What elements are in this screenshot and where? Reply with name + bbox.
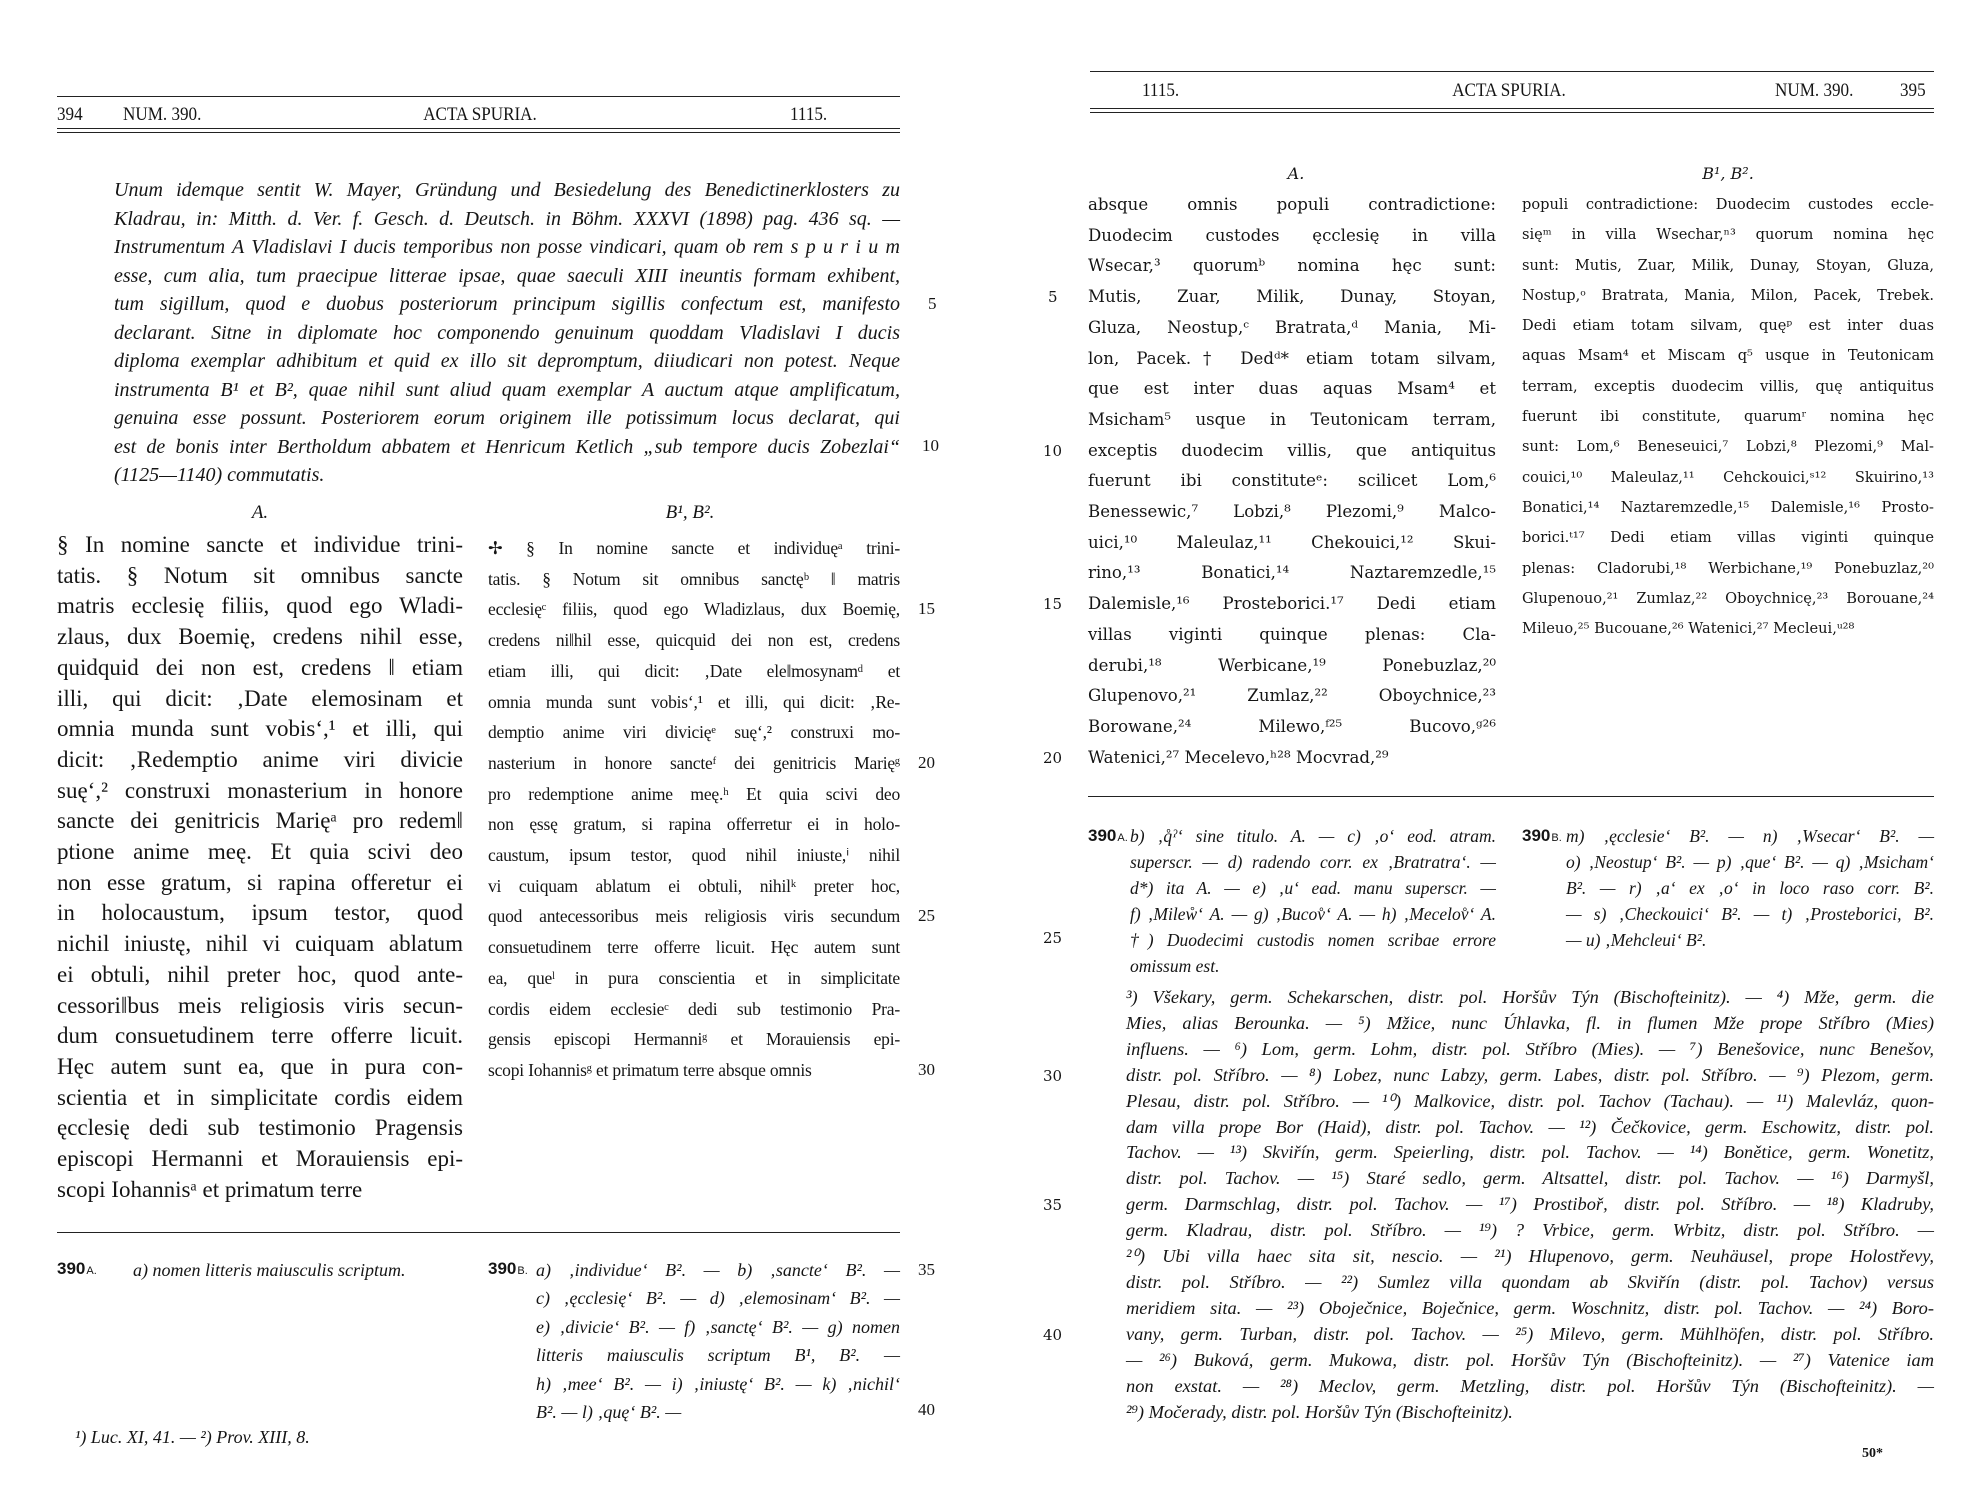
text-line: quod antecessoribus meis religiosis viris secundum xyxy=(488,906,900,927)
text-line: sięᵐ in villa Wsechar,ⁿ³ quorum nomina hęc xyxy=(1522,226,1934,244)
text-line: que est inter duas aquas Msam⁴ et xyxy=(1088,379,1496,399)
text-line: Plesau, distr. pol. Stříbro. — ¹⁰) Malkovice, distr. pol. Tachov (Tachau). — ¹¹) Malevláz, quon- xyxy=(1126,1090,1934,1111)
text-line: consuetudinem terre offerre licuit. Hęc autem sunt xyxy=(488,937,900,958)
text-line: scientia et in simplicitate cordis eidem xyxy=(57,1084,463,1110)
text-line: non ęssę gratum, si rapina offerretur ei in holo- xyxy=(488,814,900,835)
charter-text-version-b xyxy=(488,533,900,1086)
text-line: absque omnis populi contradictione: xyxy=(1088,195,1496,214)
place-name-footnotes xyxy=(1126,985,1934,1425)
text-line: esse, cum alia, tum praecipue litterae ipsae, quae saeculi XIII ineuntis formam exhibent, xyxy=(114,264,900,287)
text-line: omnia munda sunt vobis‘,¹ et illi, qui xyxy=(57,716,463,742)
line-number: 30 xyxy=(918,1060,935,1079)
text-line: (1125—1140) commutatis. xyxy=(114,464,325,486)
text-line: § In nomine sancte et individue trini- xyxy=(57,532,463,557)
text-line: h) ‚mee‘ B². — i) ‚iniustę‘ B². — k) ‚nichil‘ xyxy=(536,1373,900,1394)
line-number: 30 xyxy=(1043,1067,1063,1085)
charter-text-version-b xyxy=(1522,190,1934,644)
text-line: exceptis duodecim villis, que antiquitus xyxy=(1088,440,1496,460)
text-line: sancte dei genitricis Marięᵃ pro redem‖ xyxy=(57,808,463,834)
document-number: NUM. 390. xyxy=(1775,80,1854,101)
text-line: lon, Pacek.† Dedᵈ* etiam totam silvam, xyxy=(1088,348,1496,368)
text-line: ³) Všekary, germ. Schekarschen, distr. pol. Horšův Týn (Bischofteinitz). — ⁴) Mže, germ. die xyxy=(1126,987,1934,1007)
line-number: 20 xyxy=(1043,749,1063,767)
text-line: litteris maiusculis scriptum B¹, B². — xyxy=(536,1345,900,1366)
line-number: 10 xyxy=(1043,442,1063,460)
line-number: 10 xyxy=(922,436,939,455)
text-line: suę‘,² construxi monasterium in honore xyxy=(57,777,463,803)
text-line: superscr. — d) radendo corr. ex ‚Bratratra‘. — xyxy=(1130,851,1496,872)
text-line: Instrumentum A Vladislavi I ducis temporibus non posse vindicari, quam ob rem s p u r i u m xyxy=(114,236,900,258)
text-line: rino,¹³ Bonatici,¹⁴ Naztaremzedle,¹⁵ xyxy=(1088,563,1496,583)
text-line: †) Duodecimi custodis nomen scribae errore xyxy=(1130,929,1496,950)
text-line: Mutis, Zuar, Milik, Dunay, Stoyan, xyxy=(1088,287,1496,307)
text-line: fuerunt ibi constituteᵉ: scilicet Lom,⁶ xyxy=(1088,471,1496,491)
text-line: influens. — ⁶) Lom, germ. Lohm, distr. pol. Stříbro (Mies). — ⁷) Benešovice, nunc Benešov, xyxy=(1126,1038,1934,1059)
line-number: 35 xyxy=(918,1260,935,1279)
text-line: — u) ‚Mehcleui‘ B². xyxy=(1566,929,1707,950)
text-line: ✢ § In nomine sancte et individuęᵃ trini- xyxy=(488,538,900,558)
line-number: 25 xyxy=(1043,929,1063,947)
text-line: ²⁹) Močerady, distr. pol. Horšův Týn (Bischofteinitz). xyxy=(1126,1401,1513,1422)
text-line: b) ‚q̊ˀ‘ sine titulo. A. — c) ‚o‘ eod. atram. xyxy=(1130,826,1496,846)
header-rule-top xyxy=(1090,71,1934,72)
text-line: pro redemptione anime meę.ʰ Et quia scivi deo xyxy=(488,783,900,804)
text-line: scopi Iohannisᵃ et primatum terre xyxy=(57,1176,363,1202)
text-line: Bonatici,¹⁴ Naztaremzedle,¹⁵ Dalemisle,¹⁶ Prosto- xyxy=(1522,498,1934,516)
text-line: Msicham⁵ usque in Teutonicam terram, xyxy=(1088,409,1496,429)
text-line: a) ‚individue‘ B². — b) ‚sancte‘ B². — xyxy=(536,1260,900,1280)
text-line: ecclesięᶜ filiis, quod ego Wladizlaus, dux Boemię, xyxy=(488,599,900,620)
text-line: ptione anime meę. Et quia scivi deo xyxy=(57,839,463,865)
text-line: derubi,¹⁸ Werbicane,¹⁹ Ponebuzlaz,²⁰ xyxy=(1088,655,1496,675)
text-line: Hęc autem sunt ea, que in pura con- xyxy=(57,1053,463,1079)
text-line: cordis eidem ecclesieᶜ dedi sub testimonio Pra- xyxy=(488,998,900,1019)
line-number: 20 xyxy=(918,753,935,772)
text-line: quidquid dei non est, credens ‖ etiam xyxy=(57,654,463,680)
line-number: 15 xyxy=(1043,595,1063,613)
text-line: nasterium in honore sancteᶠ dei genitricis Marięᵍ xyxy=(488,752,900,773)
label-letter: A. xyxy=(86,1265,97,1277)
text-line: credens ni‖hil esse, quicquid dei non est, credens xyxy=(488,630,900,651)
apparatus-notes-b xyxy=(1566,824,1934,954)
text-line: terram, exceptis duodecim villis, quę antiquitus xyxy=(1522,377,1934,395)
label-number: 390 xyxy=(488,1259,517,1278)
text-line: Mileuo,²⁵ Bucouane,²⁶ Watenici,²⁷ Mecleui,ᵘ²⁸ xyxy=(1522,620,1855,638)
text-line: — ²⁶) Buková, germ. Mukowa, distr. pol. Horšův Týn (Bischofteinitz). — ²⁷) Vatenice iam xyxy=(1126,1349,1934,1370)
text-line: ęcclesię dedi sub testimonio Pragensis xyxy=(57,1115,463,1141)
label-letter: B. xyxy=(1551,832,1562,844)
year: 1115. xyxy=(790,104,828,125)
charter-text-version-a xyxy=(1088,190,1496,773)
text-line: tum sigillum, quod e duobus posteriorum principum sigillis confectum est, manifesto xyxy=(114,293,900,315)
text-line: couici,¹⁰ Maleulaz,¹¹ Cehckouici,ˢ¹² Skuirino,¹³ xyxy=(1522,468,1934,486)
label-number: 390 xyxy=(57,1259,86,1278)
text-line: ea, queˡ in pura conscientia et in simplicitate xyxy=(488,967,900,988)
text-line: Unum idemque sentit W. Mayer, Gründung und Besiedelung des Benedictinerklosters zu xyxy=(114,179,900,201)
line-number: 15 xyxy=(918,599,935,618)
line-number: 5 xyxy=(928,294,937,313)
text-line: — s) ‚Checkouici‘ B². — t) ‚Prosteborici, B². xyxy=(1566,903,1934,924)
text-line: est de bonis inter Bertholdum abbatem et Henricum Ketlich „sub tempore ducis Zobezlai“ xyxy=(114,435,900,458)
text-line: non exstat. — ²⁸) Meclov, germ. Metzling, distr. pol. Horšův Týn (Bischofteinitz). — xyxy=(1126,1375,1934,1396)
text-line: sunt: Lom,⁶ Beneseuici,⁷ Lobzi,⁸ Plezomi,⁹ Mal- xyxy=(1522,438,1934,456)
notes-separator xyxy=(57,1232,900,1233)
text-line: instrumenta B¹ et B², quae nihil sunt aliud quam exemplar A auctum atque amplificatum, xyxy=(114,378,900,401)
source-footnote: ¹) Luc. XI, 41. — ²) Prov. XIII, 8. xyxy=(75,1427,310,1447)
text-line: germ. Darmschlag, distr. pol. Tachov. — ¹⁷) Prostiboř, distr. pol. Stříbro. — ¹⁸) Kladruby, xyxy=(1126,1194,1934,1215)
notes-separator xyxy=(1088,796,1934,797)
text-line: germ. Kladrau, distr. pol. Stříbro. — ¹⁹) ? Vrbice, germ. Wrbitz, distr. pol. Stříbro. — xyxy=(1126,1220,1934,1241)
charter-text-version-a xyxy=(57,530,463,1205)
text-line: Dedi etiam totam silvam, quęᵖ est inter duas xyxy=(1522,317,1934,335)
line-number: 25 xyxy=(918,906,935,925)
text-line: dam villa prope Bor (Haid), distr. pol. Tachov. — ¹²) Čečkovice, germ. Eschowitz, distr. pol. xyxy=(1126,1116,1934,1137)
column-heading-a: A. xyxy=(1287,164,1305,183)
text-line: plenas: Cladorubi,¹⁸ Werbichane,¹⁹ Ponebuzlaz,²⁰ xyxy=(1522,559,1934,577)
line-number: 35 xyxy=(1043,1196,1063,1214)
text-line: populi contradictione: Duodecim custodes eccle- xyxy=(1522,196,1934,213)
line-number: 5 xyxy=(1048,288,1058,306)
text-line: ²⁰) Ubi villa haec sita sit, nescio. — ²¹) Hlupenovo, germ. Neuhäusel, prope Holostřevy, xyxy=(1126,1246,1934,1267)
text-line: illi, qui dicit: ‚Date elemosinam et xyxy=(57,685,463,711)
line-number: 40 xyxy=(918,1400,935,1419)
text-line: c) ‚ęcclesię‘ B². — d) ‚elemosinam‘ B². — xyxy=(536,1288,900,1309)
year: 1115. xyxy=(1142,80,1180,101)
apparatus-notes-a xyxy=(1130,824,1496,979)
label-letter: B. xyxy=(517,1265,528,1277)
text-line: omnia munda sunt vobis‘,¹ et illi, qui dicit: ‚Re- xyxy=(488,691,900,712)
text-line: vi cuiquam ablatum ei obtuli, nihilᵏ preter hoc, xyxy=(488,875,900,896)
running-title: ACTA SPURIA. xyxy=(1452,80,1566,101)
text-line: d*) ita A. — e) ‚u‘ ead. manu superscr. — xyxy=(1130,877,1496,898)
header-rule-double-1 xyxy=(1090,108,1934,109)
text-line: Kladrau, in: Mitth. d. Ver. f. Gesch. d. Deutsch. in Böhm. XXXVI (1898) pag. 436 sq. — xyxy=(114,207,900,230)
signature-mark: 50* xyxy=(1862,1446,1883,1461)
text-line: gensis episcopi Hermanniᵍ et Morauiensis epi- xyxy=(488,1029,900,1050)
text-line: genuina esse possunt. Posteriorem eorum originem ille potissimum locus declarat, qui xyxy=(114,407,900,429)
text-line: Nostup,ᵒ Bratrata, Mania, Milon, Pacek, Trebek. xyxy=(1522,286,1934,304)
apparatus-label-a xyxy=(1088,826,1128,846)
text-line: caustum, ipsum testor, quod nihil iniuste,ⁱ nihil xyxy=(488,845,900,866)
text-line: vany, germ. Turban, distr. pol. Tachov. — ²⁵) Milevo, germ. Mühlhöfen, distr. pol. Stříbro. xyxy=(1126,1323,1934,1344)
text-line: villas viginti quinque plenas: Cla- xyxy=(1088,624,1496,644)
text-line: scopi Iohannisᵍ et primatum terre absque omnis xyxy=(488,1059,812,1080)
text-line: zlaus, dux Boemię, credens nihil esse, xyxy=(57,624,463,650)
text-line: non esse gratum, si rapina offeretur ei xyxy=(57,869,463,895)
text-line: distr. pol. Stříbro. — ⁸) Lobez, nunc Labzy, germ. Labes, distr. pol. Stříbro. — ⁹) Plezom, germ. xyxy=(1126,1064,1934,1085)
text-line: Glupenovo,²¹ Zumlaz,²² Oboychnice,²³ xyxy=(1088,686,1496,706)
column-heading-a: A. xyxy=(251,502,269,523)
text-line: tatis. § Notum sit omnibus sancte xyxy=(57,562,463,588)
text-line: Gluza, Neostup,ᶜ Bratrata,ᵈ Mania, Mi- xyxy=(1088,317,1496,337)
text-line: Tachov. — ¹³) Skviřín, germ. Speierling, distr. pol. Tachov. — ¹⁴) Bonětice, germ. Wonetitz, xyxy=(1126,1142,1934,1163)
text-line: fuerunt ibi constitute, quarumʳ nomina hęc xyxy=(1522,408,1934,426)
text-line: dum consuetudinem terre offerre licuit. xyxy=(57,1023,463,1049)
text-line: nichil iniustę, nihil vi cuiquam ablatum xyxy=(57,931,463,957)
text-line: matris ecclesię filiis, quod ego Wladi- xyxy=(57,593,463,619)
text-line: Dalemisle,¹⁶ Prosteborici.¹⁷ Dedi etiam xyxy=(1088,594,1496,614)
text-line: diploma exemplar adhibitum et quid ex illo sit depromptum, diiudicari non potest. Neque xyxy=(114,350,900,372)
text-line: omissum est. xyxy=(1130,955,1220,976)
header-rule-double-1 xyxy=(57,128,900,129)
text-line: sunt: Mutis, Zuar, Milik, Dunay, Stoyan, Gluza, xyxy=(1522,256,1934,274)
text-line: f) ‚Mileẘ‘ A. — g) ‚Bucov̊‘ A. — h) ‚Mecelov̊‘ A. xyxy=(1130,903,1496,924)
text-line: in holocaustum, ipsum testor, quod xyxy=(57,900,463,926)
apparatus-label-a xyxy=(57,1259,97,1279)
text-line: meridiem sita. — ²³) Oboječnice, Boječnice, germ. Woschnitz, distr. pol. Tachov. — ²⁴) Boro- xyxy=(1126,1297,1934,1318)
text-line: m) ‚ęcclesie‘ B². — n) ‚Wsecar‘ B². — xyxy=(1566,826,1934,846)
text-line: Mies, alias Berounka. — ⁵) Mžice, nunc Úhlavka, fl. in flumen Mže prope Stříbro (Mies) xyxy=(1126,1012,1934,1033)
text-line: borici.ᵗ¹⁷ Dedi etiam villas viginti quinque xyxy=(1522,529,1934,547)
page-number: 395 xyxy=(1900,80,1926,101)
text-line: tatis. § Notum sit omnibus sanctęᵇ ‖ matris xyxy=(488,568,900,589)
apparatus-notes-b xyxy=(536,1256,900,1426)
editorial-introduction xyxy=(114,176,900,490)
text-line: e) ‚divicie‘ B². — f) ‚sanctę‘ B². — g) nomen xyxy=(536,1316,900,1337)
text-line: a) nomen litteris maiusculis scriptum. xyxy=(133,1260,406,1280)
text-line: uici,¹⁰ Maleulaz,¹¹ Chekouici,¹² Skui- xyxy=(1088,532,1496,552)
text-line: B². — l) ‚quę‘ B². — xyxy=(536,1402,682,1423)
text-line: Duodecim custodes ęcclesię in villa xyxy=(1088,225,1496,245)
text-line: B². — r) ‚a‘ ex ‚o‘ in loco raso corr. B². xyxy=(1566,877,1934,898)
text-line: declarant. Sitne in diplomate hoc componendo genuinum quoddam Vladislavi I ducis xyxy=(114,321,900,344)
apparatus-label-b xyxy=(488,1259,528,1279)
apparatus-notes-a xyxy=(133,1256,463,1284)
header-rule-double-2 xyxy=(57,132,900,133)
label-number: 390 xyxy=(1522,826,1551,845)
text-line: Watenici,²⁷ Mecelevo,ʰ²⁸ Mocvrad,²⁹ xyxy=(1088,747,1389,767)
running-title: ACTA SPURIA. xyxy=(423,104,537,125)
text-line: Benessewic,⁷ Lobzi,⁸ Plezomi,⁹ Malco- xyxy=(1088,502,1496,522)
column-heading-b: B¹, B². xyxy=(665,502,715,523)
apparatus-label-b xyxy=(1522,826,1562,846)
text-line: distr. pol. Tachov. — ¹⁵) Staré sedlo, germ. Altsattel, distr. pol. Tachov. — ¹⁶) Darmyšl, xyxy=(1126,1168,1934,1189)
header-rule-top xyxy=(57,96,900,97)
label-letter: A. xyxy=(1117,832,1128,844)
text-line: dicit: ‚Redemptio anime viri divicie xyxy=(57,746,463,772)
header-rule-double-2 xyxy=(1090,112,1934,113)
document-number: NUM. 390. xyxy=(123,104,202,125)
page-number: 394 xyxy=(57,104,83,125)
text-line: o) ‚Neostup‘ B². — p) ‚que‘ B². — q) ‚Msicham‘ xyxy=(1566,851,1934,872)
text-line: Glupenouo,²¹ Zumlaz,²² Oboychnicę,²³ Borouane,²⁴ xyxy=(1522,589,1934,607)
text-line: Wsecar,³ quorumᵇ nomina hęc sunt: xyxy=(1088,256,1496,276)
line-number: 40 xyxy=(1043,1326,1063,1344)
text-line: episcopi Hermanni et Morauiensis epi- xyxy=(57,1146,463,1172)
text-line: Borowane,²⁴ Milewo,ᶠ²⁵ Bucovo,ᵍ²⁶ xyxy=(1088,716,1496,736)
text-line: distr. pol. Stříbro. — ²²) Sumlez villa quondam ab Skviřín (distr. pol. Tachov) versus xyxy=(1126,1271,1934,1292)
label-number: 390 xyxy=(1088,826,1117,845)
text-line: ei obtuli, nihil preter hoc, quod ante- xyxy=(57,961,463,987)
text-line: etiam illi, qui dicit: ‚Date ele‖mosynamᵈ et xyxy=(488,660,900,681)
column-heading-b: B¹, B². xyxy=(1702,164,1754,183)
text-line: cessori‖bus meis religiosis viris secun- xyxy=(57,992,463,1018)
text-line: aquas Msam⁴ et Miscam q⁵ usque in Teutonicam xyxy=(1522,347,1934,365)
text-line: demptio anime viri divicięᵉ suę‘,² construxi mo- xyxy=(488,722,900,743)
